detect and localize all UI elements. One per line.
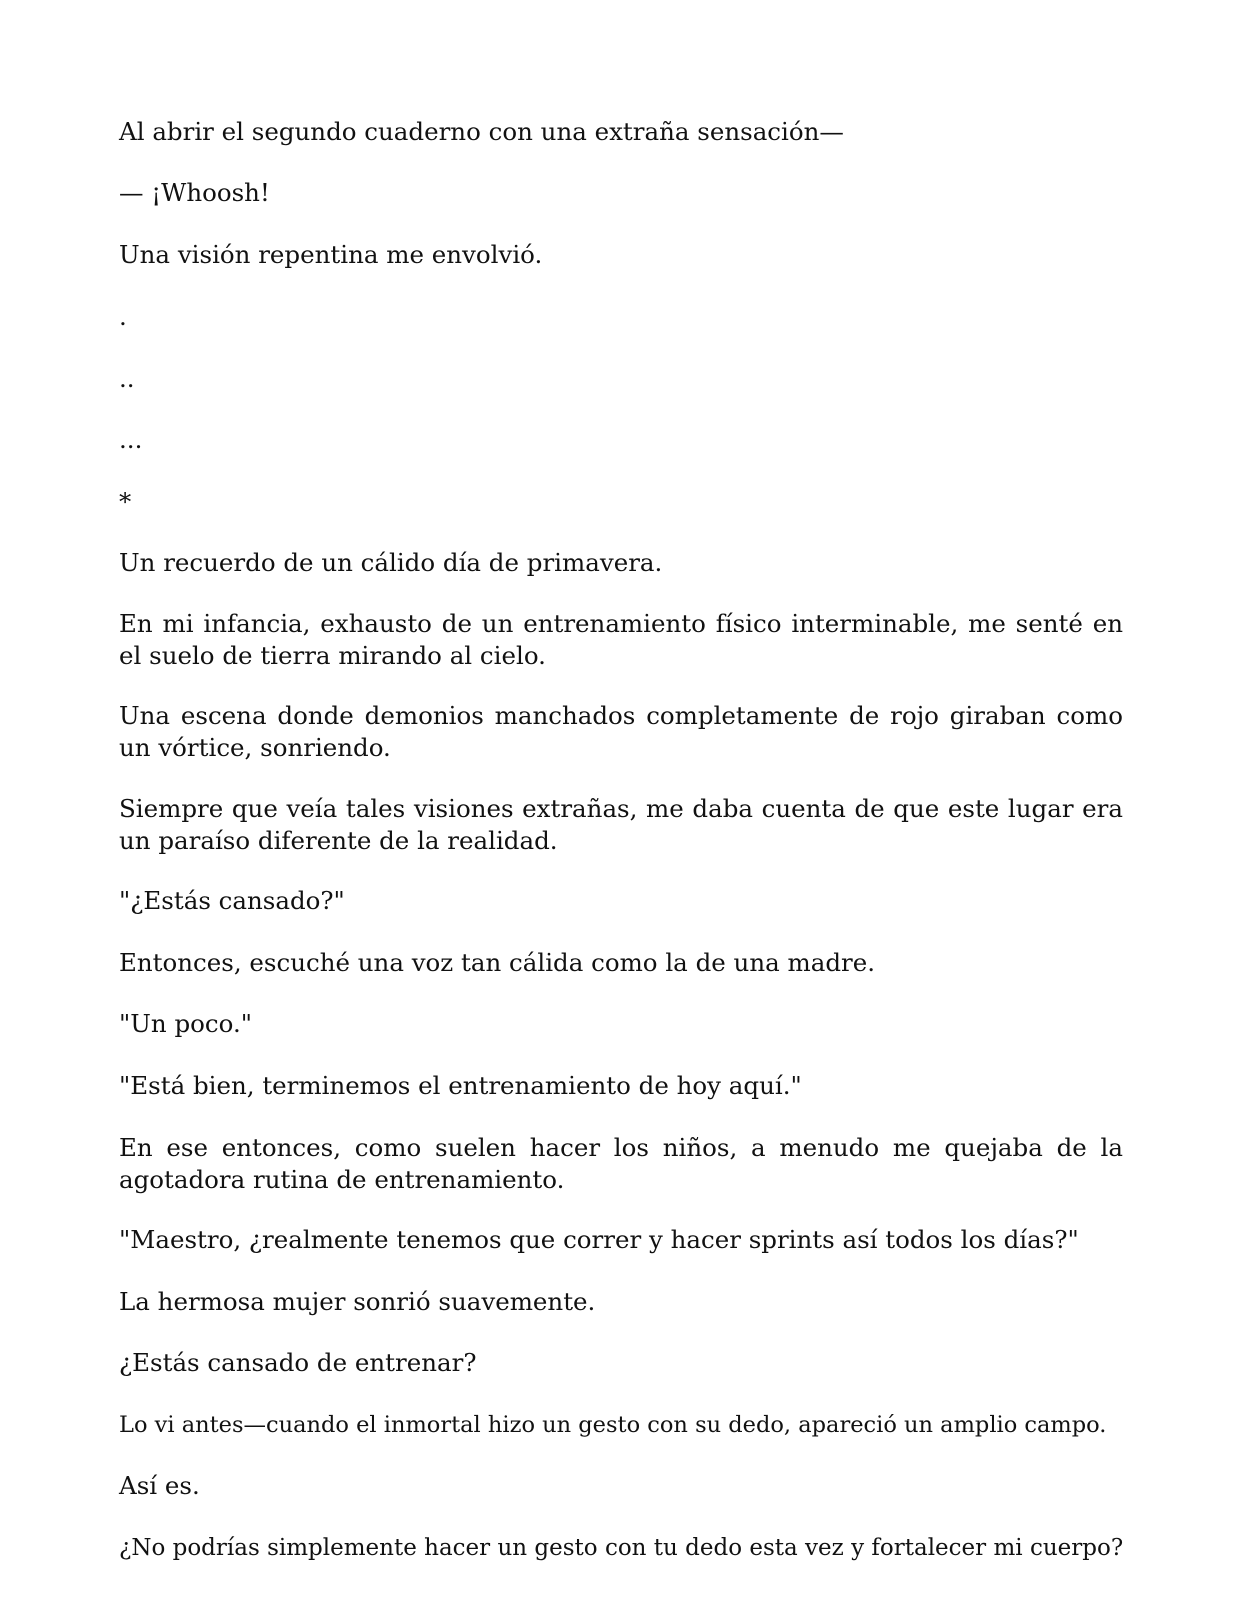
paragraph-1: Al abrir el segundo cuaderno con una extraña sensación— (119, 117, 844, 146)
paragraph-13: Así es. (119, 1471, 200, 1500)
ellipsis-3: ... (119, 425, 143, 454)
dialogue-3: "Está bien, terminemos el entrenamiento de hoy aquí." (119, 1071, 802, 1100)
paragraph-10: La hermosa mujer sonrió suavemente. (119, 1287, 596, 1316)
paragraph-14: ¿No podrías simplemente hacer un gesto con tu dedo esta vez y fortalecer mi cuerpo? (119, 1535, 1124, 1561)
ellipsis-1: . (119, 302, 127, 331)
paragraph-8: Entonces, escuché una voz tan cálida como la de una madre. (119, 948, 876, 977)
paragraph-12: Lo vi antes—cuando el inmortal hizo un gesto con su dedo, apareció un amplio campo. (119, 1412, 1107, 1438)
paragraph-5: En mi infancia, exhausto de un entrenamiento físico interminable, me senté en el suelo de tierra mirando al cielo. (119, 609, 1123, 670)
ellipsis-2: .. (119, 364, 135, 393)
paragraph-7: Siempre que veía tales visiones extrañas, me daba cuenta de que este lugar era un paraíso diferente de la realidad. (119, 794, 1123, 855)
paragraph-6: Una escena donde demonios manchados completamente de rojo giraban como un vórtice, sonriendo. (119, 701, 1123, 762)
dialogue-2: "Un poco." (119, 1009, 253, 1038)
paragraph-11: ¿Estás cansado de entrenar? (119, 1348, 477, 1377)
paragraph-2: — ¡Whoosh! (119, 178, 270, 207)
paragraph-9: En ese entonces, como suelen hacer los niños, a menudo me quejaba de la agotadora rutina de entrenamiento. (119, 1133, 1123, 1194)
paragraph-4: Un recuerdo de un cálido día de primavera. (119, 548, 663, 577)
paragraph-3: Una visión repentina me envolvió. (119, 240, 543, 269)
scene-break: * (119, 487, 132, 516)
dialogue-4: "Maestro, ¿realmente tenemos que correr y hacer sprints así todos los días?" (119, 1225, 1079, 1254)
dialogue-1: "¿Estás cansado?" (119, 886, 345, 915)
